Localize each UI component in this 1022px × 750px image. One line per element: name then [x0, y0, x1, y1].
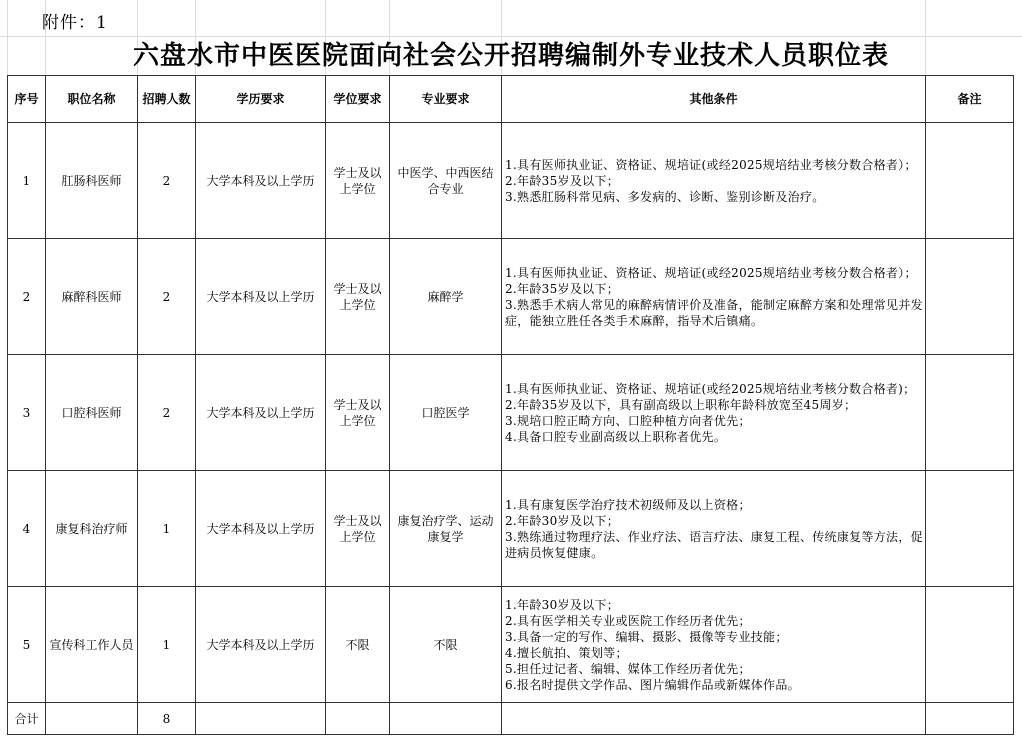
cell-major: 中医学、中西医结合专业 [390, 123, 502, 239]
cell-conditions [502, 587, 926, 703]
condition-item: 2.年龄35岁及以下； [505, 281, 620, 296]
cell-position: 肛肠科医师 [46, 123, 138, 239]
cell-remark [926, 587, 1014, 703]
cell-degree: 学士及以上学位 [326, 239, 390, 355]
total-empty-4 [390, 703, 502, 735]
cell-conditions [502, 471, 926, 587]
header-count: 招聘人数 [138, 76, 196, 123]
cell-major: 麻醉学 [390, 239, 502, 355]
condition-item: 3.熟悉手术病人常见的麻醉病情评价及准备，能制定麻醉方案和处理常见并发症，能独立胜任各类手术麻醉，指导术后镇痛。 [505, 297, 923, 328]
header-degree: 学位要求 [326, 76, 390, 123]
cell-major: 不限 [390, 587, 502, 703]
total-label: 合计 [8, 703, 46, 735]
total-empty-3 [326, 703, 390, 735]
cell-position: 康复科治疗师 [46, 471, 138, 587]
attachment-label: 附件：1 [42, 13, 108, 33]
cell-seq: 2 [8, 239, 46, 355]
total-empty-5 [502, 703, 926, 735]
condition-item: 1.年龄30岁及以下； [505, 597, 620, 612]
table-row [8, 587, 1014, 703]
cell-seq: 5 [8, 587, 46, 703]
header-position: 职位名称 [46, 76, 138, 123]
condition-item: 4.擅长航拍、策划等； [505, 645, 628, 660]
condition-item: 3.熟练通过物理疗法、作业疗法、语言疗法、康复工程、传统康复等方法，促进病员恢复健康。 [505, 529, 923, 560]
cell-count: 1 [138, 471, 196, 587]
cell-seq: 3 [8, 355, 46, 471]
cell-position: 麻醉科医师 [46, 239, 138, 355]
total-row [8, 703, 1014, 735]
cell-conditions [502, 123, 926, 239]
table-row [8, 123, 1014, 239]
cell-count: 1 [138, 587, 196, 703]
total-empty-1 [46, 703, 138, 735]
cell-major: 康复治疗学、运动康复学 [390, 471, 502, 587]
table-row [8, 355, 1014, 471]
cell-education: 大学本科及以上学历 [196, 471, 326, 587]
header-education: 学历要求 [196, 76, 326, 123]
header-other: 其他条件 [502, 76, 926, 123]
cell-education: 大学本科及以上学历 [196, 587, 326, 703]
condition-item: 1.具有医师执业证、资格证、规培证(或经2025规培结业考核分数合格者)； [505, 381, 916, 396]
condition-item: 3.规培口腔正畸方向、口腔种植方向者优先； [505, 413, 751, 428]
condition-item: 2.年龄35岁及以下，具有副高级以上职称年龄科放宽至45周岁； [505, 397, 857, 412]
table-header-row [8, 76, 1014, 123]
cell-remark [926, 471, 1014, 587]
total-empty-6 [926, 703, 1014, 735]
header-seq: 序号 [8, 76, 46, 123]
cell-education: 大学本科及以上学历 [196, 355, 326, 471]
cell-position: 宣传科工作人员 [46, 587, 138, 703]
cell-major: 口腔医学 [390, 355, 502, 471]
table-row [8, 239, 1014, 355]
cell-remark [926, 355, 1014, 471]
cell-count: 2 [138, 239, 196, 355]
condition-item: 1.具有医师执业证、资格证、规培证(或经2025规培结业考核分数合格者）； [505, 265, 917, 280]
cell-education: 大学本科及以上学历 [196, 239, 326, 355]
condition-item: 6.报名时提供文学作品、图片编辑作品或新媒体作品。 [505, 677, 800, 692]
cell-conditions [502, 355, 926, 471]
header-remark: 备注 [926, 76, 1014, 123]
cell-degree: 不限 [326, 587, 390, 703]
table-row [8, 471, 1014, 587]
cell-seq: 1 [8, 123, 46, 239]
condition-item: 3.具备一定的写作、编辑、摄影、摄像等专业技能； [505, 629, 788, 644]
cell-count: 2 [138, 355, 196, 471]
page-title: 六盘水市中医医院面向社会公开招聘编制外专业技术人员职位表 [132, 41, 889, 71]
condition-item: 2.年龄30岁及以下； [505, 513, 620, 528]
condition-item: 5.担任过记者、编辑、媒体工作经历者优先； [505, 661, 751, 676]
cell-degree: 学士及以上学位 [326, 123, 390, 239]
cell-degree: 学士及以上学位 [326, 471, 390, 587]
condition-item: 1.具有康复医学治疗技术初级师及以上资格； [505, 497, 751, 512]
cell-remark [926, 123, 1014, 239]
cell-conditions [502, 239, 926, 355]
positions-table [7, 75, 1014, 735]
cell-count: 2 [138, 123, 196, 239]
condition-item: 4.具备口腔专业副高级以上职称者优先。 [505, 429, 727, 444]
cell-seq: 4 [8, 471, 46, 587]
cell-degree: 学士及以上学位 [326, 355, 390, 471]
condition-item: 2.具有医学相关专业或医院工作经历者优先； [505, 613, 751, 628]
condition-item: 2.年龄35岁及以下； [505, 173, 620, 188]
cell-position: 口腔科医师 [46, 355, 138, 471]
condition-item: 3.熟悉肛肠科常见病、多发病的、诊断、鉴别诊断及治疗。 [505, 189, 825, 204]
total-count: 8 [138, 703, 196, 735]
total-empty-2 [196, 703, 326, 735]
cell-education: 大学本科及以上学历 [196, 123, 326, 239]
condition-item: 1.具有医师执业证、资格证、规培证(或经2025规培结业考核分数合格者）； [505, 157, 917, 172]
cell-remark [926, 239, 1014, 355]
header-major: 专业要求 [390, 76, 502, 123]
